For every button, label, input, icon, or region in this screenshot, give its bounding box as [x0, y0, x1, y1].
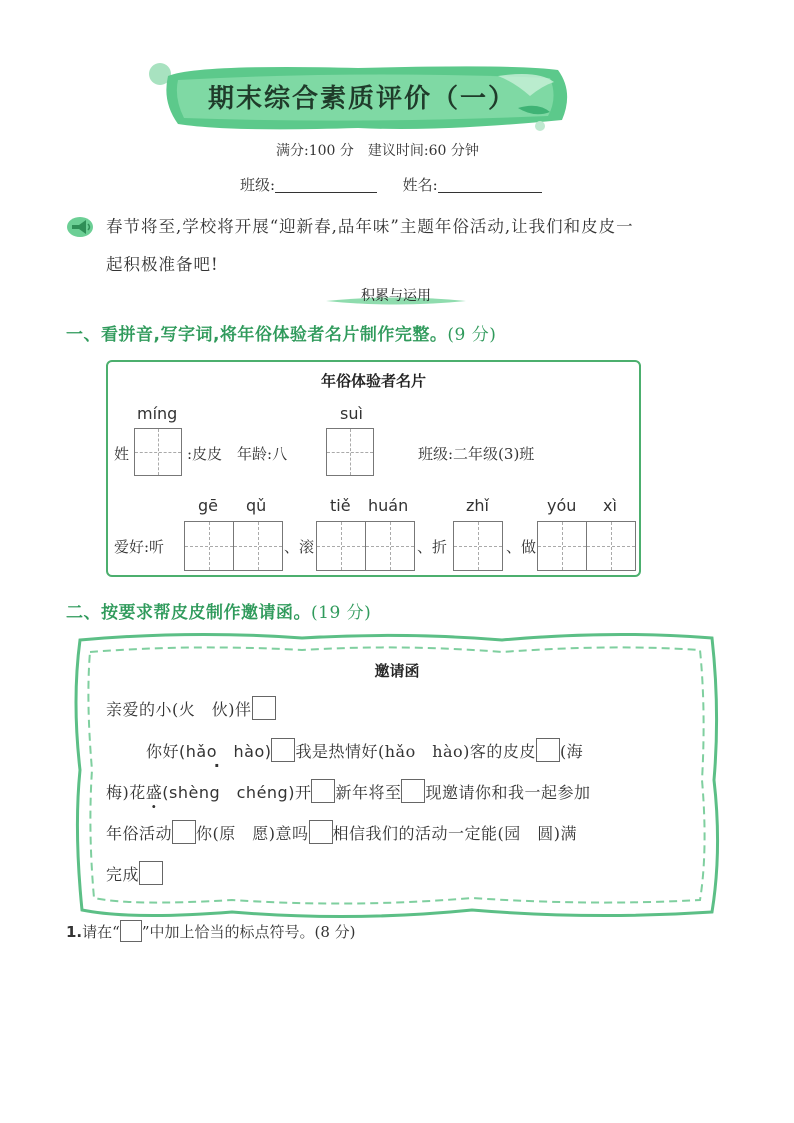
name-label: 姓名:	[402, 176, 438, 194]
punct-box-7[interactable]	[309, 820, 333, 844]
invitation-line-3-text-a: 梅)花	[106, 783, 146, 802]
invitation-line-3-text-b: 盛	[145, 783, 163, 802]
question-1-text: 一、看拼音,写字词,将年俗体验者名片制作完整。	[66, 325, 448, 345]
pinyin-huan: huán	[368, 496, 409, 515]
answer-box-ming[interactable]	[134, 428, 182, 476]
punct-box-5[interactable]	[401, 779, 425, 803]
invitation-line-1-text: 亲爱的小(火 伙)伴	[106, 700, 252, 719]
invitation-line-2-text-c: 我是热情好(hǎo hào)客的皮皮	[295, 742, 536, 761]
pinyin-zhi: zhǐ	[466, 496, 489, 515]
title-banner	[138, 62, 578, 134]
label-gun: 、滚	[284, 538, 315, 556]
pinyin-ming: míng	[137, 404, 178, 423]
punct-box-8[interactable]	[139, 861, 163, 885]
invitation-line-2-text-b: 好(hǎo hào) ·	[163, 742, 272, 761]
intro-line-1: 春节将至,学校将开展“迎新春,品年味”主题年俗活动,让我们和皮皮一	[106, 217, 634, 236]
question-2-score: (19 分)	[311, 603, 372, 623]
punct-box-4[interactable]	[311, 779, 335, 803]
student-info-row	[240, 174, 542, 195]
class-field[interactable]	[275, 178, 377, 193]
label-zuo: 、做	[506, 538, 537, 556]
invitation-line-3-text-c: (shèng chéng)开	[162, 783, 312, 802]
pinyin-ge: gē	[198, 496, 218, 515]
invitation-line-2-text-d: (海	[559, 742, 584, 761]
answer-box-qu[interactable]	[233, 521, 283, 571]
punct-box-1[interactable]	[252, 696, 276, 720]
score-time-info: 满分:100 分 建议时间:60 分钟	[276, 143, 479, 159]
label-zhe: 、折	[417, 538, 448, 556]
invitation-line-1	[106, 696, 276, 720]
megaphone-icon	[66, 216, 96, 238]
name-card-title: 年俗体验者名片	[320, 372, 426, 390]
sub-question-1	[66, 920, 356, 942]
invitation-line-4	[106, 820, 577, 844]
invitation-line-2	[146, 738, 583, 762]
label-surname: 姓	[114, 445, 130, 463]
sub-question-1-box	[120, 920, 142, 942]
invitation-line-4-text-b: 你(原 愿)意吗	[196, 824, 309, 843]
invitation-line-5-text: 完成	[106, 865, 140, 884]
label-class: 班级:二年级(3)班	[418, 445, 535, 463]
answer-box-tie[interactable]	[316, 521, 366, 571]
page-title: 期末综合素质评价（一）	[207, 84, 516, 114]
name-field[interactable]	[438, 178, 542, 193]
invitation-line-3	[106, 779, 590, 803]
answer-box-xi[interactable]	[586, 521, 636, 571]
pinyin-qu: qǔ	[246, 496, 267, 515]
answer-box-you[interactable]	[537, 521, 587, 571]
sub-question-1-number: 1.	[66, 923, 83, 941]
punct-box-6[interactable]	[172, 820, 196, 844]
invitation-line-5	[106, 861, 163, 885]
invitation-line-3-text-d: 新年将至	[335, 783, 402, 802]
invitation-title: 邀请函	[374, 662, 420, 680]
sub-question-1-text-a: 请在“	[82, 923, 120, 941]
pinyin-xi: xì	[603, 496, 617, 515]
invitation-line-4-text-c: 相信我们的活动一定能(园 圆)满	[332, 824, 578, 843]
invitation-line-4-text-a: 年俗活动	[106, 824, 173, 843]
pinyin-you: yóu	[547, 496, 577, 515]
section-label	[324, 286, 468, 310]
pinyin-tie: tiě	[330, 496, 351, 515]
question-2-text: 二、按要求帮皮皮制作邀请函。	[66, 603, 311, 623]
label-hobby: 爱好:听	[114, 538, 165, 556]
label-name-age: :皮皮 年龄:八	[187, 445, 288, 463]
invitation-line-2-text-a: 你	[146, 742, 163, 761]
punct-box-2[interactable]	[271, 738, 295, 762]
pinyin-sui: suì	[340, 404, 363, 423]
sub-question-1-text-b: ”中加上恰当的标点符号。(8 分)	[141, 923, 356, 941]
question-2-heading	[66, 598, 371, 623]
punct-box-3[interactable]	[536, 738, 560, 762]
class-label: 班级:	[240, 176, 276, 194]
section-label-text: 积累与运用	[361, 288, 431, 304]
answer-box-zhi[interactable]	[453, 521, 503, 571]
answer-box-huan[interactable]	[365, 521, 415, 571]
invitation-line-3-text-e: 现邀请你和我一起参加	[425, 783, 591, 802]
answer-box-sui[interactable]	[326, 428, 374, 476]
question-1-score: (9 分)	[447, 325, 497, 345]
question-1-heading	[66, 320, 496, 345]
intro-line-2: 起积极准备吧!	[106, 255, 219, 274]
answer-box-ge[interactable]	[184, 521, 234, 571]
